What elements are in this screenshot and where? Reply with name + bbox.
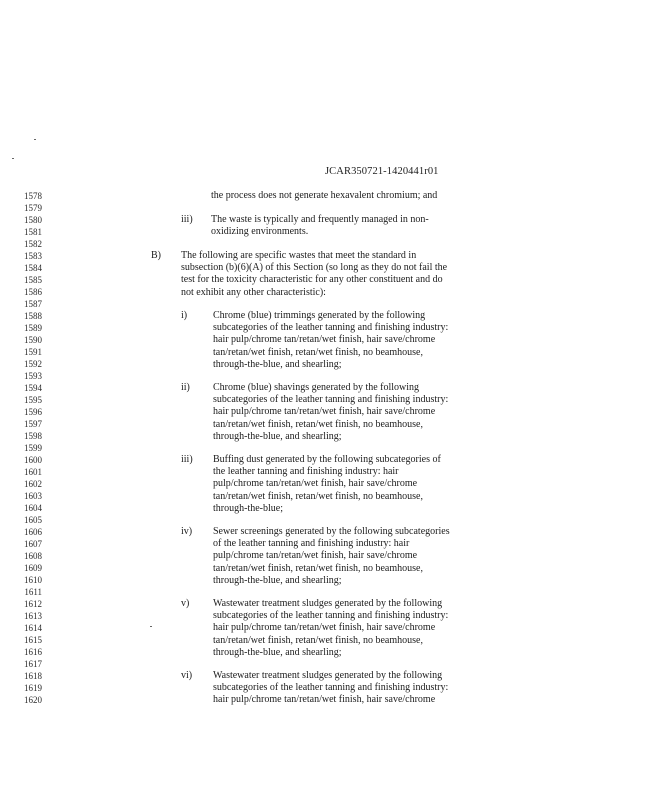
paragraph-line: Wastewater treatment sludges generated by the following (213, 670, 443, 681)
paragraph-line: Chrome (blue) shavings generated by the following (213, 382, 420, 393)
line-number: 1588 (24, 311, 42, 321)
paragraph-line: tan/retan/wet finish, retan/wet finish, no beamhouse, (213, 346, 423, 358)
line-number: 1592 (24, 359, 42, 369)
line-number: 1609 (24, 563, 42, 573)
item-label: iii) (181, 454, 193, 465)
paragraph-line: hair pulp/chrome tan/retan/wet finish, hair save/chrome (213, 694, 436, 706)
line-number: 1584 (24, 263, 42, 273)
paragraph-continuation (211, 190, 437, 202)
line-number: 1601 (24, 467, 42, 477)
line-number: 1605 (24, 515, 42, 525)
line-number: 1587 (24, 299, 42, 309)
line-number: 1617 (24, 659, 42, 669)
paragraph-line: hair pulp/chrome tan/retan/wet finish, hair save/chrome (213, 622, 436, 634)
line-number: 1613 (24, 611, 42, 621)
paragraph-line: subcategories of the leather tanning and finishing industry: (213, 682, 449, 694)
paragraph-line: subsection (b)(6)(A) of this Section (so long as they do not fail the (181, 262, 448, 274)
line-number: 1589 (24, 323, 42, 333)
line-number: 1594 (24, 383, 42, 393)
line-number: 1580 (24, 215, 42, 225)
line-number: 1611 (24, 587, 42, 597)
item-label: v) (181, 598, 190, 609)
item-paragraph (213, 382, 448, 443)
item-label: B) (151, 250, 161, 261)
paragraph-line: the process does not generate hexavalent chromium; and (211, 190, 438, 201)
line-number: 1597 (24, 419, 42, 429)
paragraph-line: pulp/chrome tan/retan/wet finish, hair save/chrome (213, 550, 418, 562)
line-number: 1604 (24, 503, 42, 513)
paragraph-line: Sewer screenings generated by the following subcategories (213, 526, 450, 537)
line-number: 1596 (24, 407, 42, 417)
line-number: 1581 (24, 227, 42, 237)
item-paragraph (213, 526, 450, 587)
paragraph-line: tan/retan/wet finish, retan/wet finish, no beamhouse, (213, 634, 423, 646)
line-number: 1593 (24, 371, 42, 381)
paragraph-line: subcategories of the leather tanning and finishing industry: (213, 610, 449, 622)
paragraph-line: The waste is typically and frequently managed in non- (211, 214, 429, 225)
line-number: 1612 (24, 599, 42, 609)
paragraph-line: hair pulp/chrome tan/retan/wet finish, hair save/chrome (213, 406, 436, 418)
paragraph-line: of the leather tanning and finishing industry: hair (213, 538, 410, 550)
paragraph-line: tan/retan/wet finish, retan/wet finish, no beamhouse, (213, 490, 423, 502)
line-number: 1582 (24, 239, 42, 249)
line-number: 1602 (24, 479, 42, 489)
paragraph-line: The following are specific wastes that meet the standard in (181, 250, 417, 261)
line-number: 1578 (24, 191, 42, 201)
item-paragraph (181, 250, 447, 299)
line-number: 1599 (24, 443, 42, 453)
line-number: 1618 (24, 671, 42, 681)
paragraph-line: Chrome (blue) trimmings generated by the following (213, 310, 426, 321)
line-number: 1619 (24, 683, 42, 693)
line-number: 1616 (24, 647, 42, 657)
paragraph-line: subcategories of the leather tanning and finishing industry: (213, 322, 449, 334)
scan-speck (150, 626, 152, 627)
scan-speck (34, 139, 36, 140)
paragraph-line: subcategories of the leather tanning and finishing industry: (213, 394, 449, 406)
item-label: vi) (181, 670, 193, 681)
paragraph-line: through-the-blue; (213, 502, 283, 514)
item-label: iii) (181, 214, 193, 225)
line-number: 1615 (24, 635, 42, 645)
line-number: 1590 (24, 335, 42, 345)
line-number: 1591 (24, 347, 42, 357)
paragraph-line: Wastewater treatment sludges generated by the following (213, 598, 443, 609)
item-paragraph (213, 310, 448, 371)
document-id: JCAR350721-1420441r01 (325, 166, 439, 177)
line-number: 1579 (24, 203, 42, 213)
line-number: 1586 (24, 287, 42, 297)
line-number: 1614 (24, 623, 42, 633)
line-number: 1607 (24, 539, 42, 549)
paragraph-line: through-the-blue, and shearling; (213, 574, 342, 586)
item-paragraph (213, 670, 448, 707)
item-paragraph (213, 454, 441, 515)
line-number: 1595 (24, 395, 42, 405)
scan-speck (12, 158, 14, 159)
paragraph-line: tan/retan/wet finish, retan/wet finish, no beamhouse, (213, 562, 423, 574)
line-number: 1620 (24, 695, 42, 705)
item-label: ii) (181, 382, 190, 393)
paragraph-line: hair pulp/chrome tan/retan/wet finish, hair save/chrome (213, 334, 436, 346)
paragraph-line: through-the-blue, and shearling; (213, 646, 342, 658)
paragraph-line: through-the-blue, and shearling; (213, 430, 342, 442)
line-number: 1610 (24, 575, 42, 585)
paragraph-line: Buffing dust generated by the following subcategories of (213, 454, 441, 465)
paragraph-line: oxidizing environments. (211, 226, 309, 238)
line-number: 1585 (24, 275, 42, 285)
paragraph-line: the leather tanning and finishing industry: hair (213, 466, 399, 478)
line-number: 1583 (24, 251, 42, 261)
paragraph-line: pulp/chrome tan/retan/wet finish, hair save/chrome (213, 478, 418, 490)
paragraph-line: not exhibit any other characteristic): (181, 286, 326, 298)
line-number: 1598 (24, 431, 42, 441)
paragraph-line: tan/retan/wet finish, retan/wet finish, no beamhouse, (213, 418, 423, 430)
line-number: 1600 (24, 455, 42, 465)
paragraph-line: through-the-blue, and shearling; (213, 358, 342, 370)
paragraph-line: test for the toxicity characteristic for any other constituent and do (181, 274, 443, 286)
line-number: 1603 (24, 491, 42, 501)
line-number: 1608 (24, 551, 42, 561)
item-paragraph (213, 598, 448, 659)
line-number: 1606 (24, 527, 42, 537)
item-label: i) (181, 310, 188, 321)
item-label: iv) (181, 526, 193, 537)
item-paragraph (211, 214, 429, 238)
